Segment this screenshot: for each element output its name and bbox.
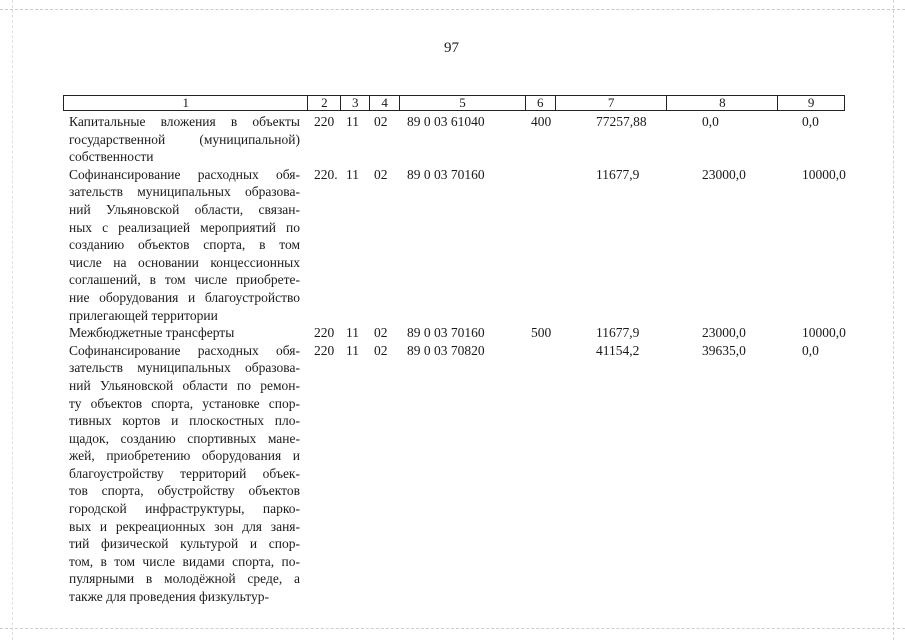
header-col-1: 1	[64, 96, 308, 110]
row-cell-c9: 10000,0	[802, 166, 846, 182]
description-line: зательств муниципальных образова-	[69, 360, 300, 376]
row-cell-c3: 11	[346, 166, 359, 182]
header-col-4: 4	[370, 96, 400, 110]
row-cell-c4: 02	[374, 342, 388, 358]
description-line: жей, приобретению оборудования и	[69, 448, 300, 464]
description-line: ний Ульяновской области по ремон-	[69, 377, 300, 393]
header-col-3: 3	[341, 96, 370, 110]
description-line: ных с реализацией мероприятий по	[69, 219, 300, 235]
table-row	[63, 342, 845, 606]
row-cell-c8: 0,0	[702, 114, 719, 129]
row-cell-c7: 11677,9	[596, 166, 640, 182]
row-cell-c9: 0,0	[802, 114, 819, 129]
frame-line-top	[0, 9, 905, 10]
description-line: созданию объектов спорта, в том	[69, 237, 300, 253]
row-cell-c9: 10000,0	[802, 325, 846, 341]
row-cell-c2: 220	[314, 325, 335, 341]
description-line: собственности	[69, 149, 154, 165]
description-line: соглашений, в том числе приобрете-	[69, 272, 300, 288]
description-line: государственной (муниципальной)	[69, 131, 300, 147]
description-line: Межбюджетные трансферты	[69, 325, 235, 341]
description-line: числе на основании концессионных	[69, 254, 300, 270]
description-line: городской инфраструктуры, парко-	[69, 501, 300, 517]
row-cell-c6: 500	[531, 325, 552, 341]
row-cell-c9: 0,0	[802, 342, 819, 358]
row-cell-c6: 400	[531, 114, 552, 129]
frame-line-right	[893, 0, 894, 640]
description-line: пулярными в молодёжной среде, а	[69, 571, 300, 587]
description-line: Софинансирование расходных обя-	[69, 342, 300, 358]
row-cell-c2: 220	[314, 114, 335, 129]
row-cell-c4: 02	[374, 114, 388, 129]
row-cell-c3: 11	[346, 342, 359, 358]
row-cell-c7: 11677,9	[596, 325, 640, 341]
table-header	[63, 95, 845, 111]
row-cell-c3: 11	[346, 325, 359, 341]
frame-line-left	[12, 0, 13, 640]
row-cell-c5: 89 0 03 70160	[407, 325, 485, 341]
description-line: тов спорта, обустройству объектов	[69, 483, 300, 499]
row-description	[63, 166, 308, 324]
description-line: щадок, созданию спортивных мане-	[69, 430, 300, 446]
description-line: ту объектов спорта, установке спор-	[69, 395, 300, 411]
description-line: также для проведения физкультур-	[69, 589, 269, 605]
header-col-5: 5	[400, 96, 526, 110]
description-line: прилегающей территории	[69, 307, 218, 323]
description-line: вых и рекреационных зон для заня-	[69, 518, 300, 534]
description-line: Софинансирование расходных обя-	[69, 166, 300, 182]
row-cell-c3: 11	[346, 114, 359, 129]
row-cell-c5: 89 0 03 61040	[407, 114, 485, 129]
header-col-2: 2	[308, 96, 341, 110]
row-cell-c8: 39635,0	[702, 342, 746, 358]
row-cell-c4: 02	[374, 325, 388, 341]
table-row	[63, 113, 845, 166]
row-cell-c8: 23000,0	[702, 325, 746, 341]
row-cell-c7: 41154,2	[596, 342, 640, 358]
row-cell-c2: 220.	[314, 166, 338, 182]
row-cell-c6	[526, 342, 556, 606]
table-body	[63, 113, 845, 606]
description-line: ние оборудования и благоустройство	[69, 289, 300, 305]
description-line: тивных кортов и плоскостных пло-	[69, 413, 300, 429]
header-col-6: 6	[526, 96, 556, 110]
row-cell-c5: 89 0 03 70160	[407, 166, 485, 182]
row-description	[63, 342, 308, 606]
frame-line-bottom	[0, 628, 905, 629]
description-line: Капитальные вложения в объекты	[69, 114, 300, 129]
row-description	[63, 113, 308, 166]
description-line: ний Ульяновской области, связан-	[69, 201, 300, 217]
description-line: благоустройству территорий объек-	[69, 465, 300, 481]
description-line: зательств муниципальных образова-	[69, 184, 300, 200]
table-row	[63, 166, 845, 324]
description-line: тий физической культурой и спор-	[69, 536, 300, 552]
row-cell-c8: 23000,0	[702, 166, 746, 182]
header-col-8: 8	[667, 96, 778, 110]
row-cell-c2: 220	[314, 342, 335, 358]
row-cell-c7: 77257,88	[596, 114, 647, 129]
table-row	[63, 324, 845, 342]
page-number: 97	[444, 40, 459, 56]
header-col-9: 9	[807, 95, 815, 110]
description-line: том, в том числе видами спорта, по-	[69, 553, 300, 569]
row-cell-c6	[526, 166, 556, 324]
row-cell-c4: 02	[374, 166, 388, 182]
row-cell-c5: 89 0 03 70820	[407, 342, 485, 358]
header-col-7: 7	[556, 96, 668, 110]
row-description	[63, 324, 308, 342]
